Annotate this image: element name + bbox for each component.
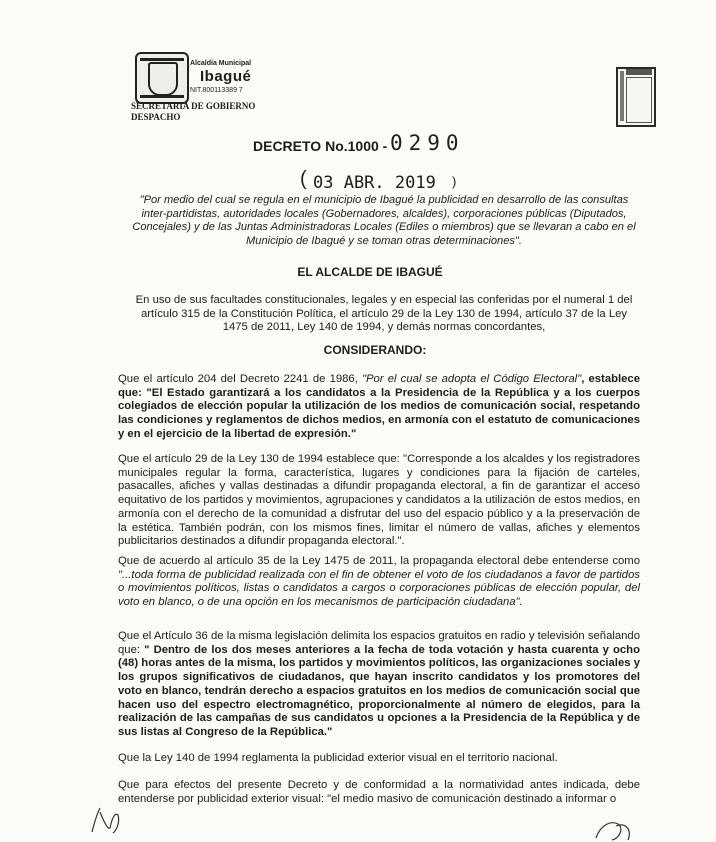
considerando-paragraph-3 xyxy=(118,555,640,610)
coat-of-arms-icon xyxy=(148,62,178,96)
considerando-paragraph-5: Que la Ley 140 de 1994 reglamenta la publicidad exterior visual en el territorio nacional. xyxy=(118,752,558,764)
p1-quote-title: "Por el cual se adopta el Código Electoral" xyxy=(362,373,582,385)
p4-quote: " Dentro de los dos meses anteriores a la fecha de toda votación y hasta cuarenta y ocho (48) horas antes de la misma, los partidos y movimientos políticos, las organizaciones sociales y los grupos significativos de ciudadanos, que hayan inscrito candidatos y los promotores del voto en blanco, tendrán derecho a espacios gratuitos en los medios de comunicación social que hacen uso del espectro electromagnético, proporcionalmente al número de elegidos, para la realización de las campañas de sus candidatos u opciones a la Presidencia de la República y de sus listas al Congreso de la República." xyxy=(118,643,640,738)
considerando-paragraph-6: Que para efectos del presente Decreto y de conformidad a la normatividad antes indicada, debe entenderse por publicidad exterior visual: "el medio masivo de comunicación destinado a informar o xyxy=(118,779,640,805)
registry-stamp xyxy=(616,67,656,127)
considerando-paragraph-4 xyxy=(118,630,640,740)
stamp-tab xyxy=(626,69,652,75)
despacho-label: DESPACHO xyxy=(131,112,181,122)
nit-label: NIT.800113389 7 xyxy=(190,87,243,94)
logo-top-bar xyxy=(140,58,184,61)
considerando-paragraph-1 xyxy=(118,373,640,442)
logo-bottom-bar xyxy=(140,95,184,98)
decree-summary: "Por medio del cual se regula en el municipio de Ibagué la publicidad en desarrollo de las consultas inter-partidistas, autoridades locales (Gobernadores, alcaldes), corporaciones públicas (Diputados, Concejales) y de las Juntas Administradoras Locales (Ediles o miembros) que se llevaran a cabo en el Municipio de Ibagué y se toman otras determinaciones". xyxy=(132,194,636,247)
signature-right xyxy=(596,823,629,840)
heading-considerando: CONSIDERANDO: xyxy=(323,343,427,357)
date-close-paren: ) xyxy=(452,174,457,189)
uso-facultades: En uso de sus facultades constitucionales, legales y en especial las conferidas por el numeral 1 del artículo 315 de la Constitución Política, el artículo 29 de la Ley 130 de 1994, artículo 37 de la Ley 1475 de 2011, Ley 140 de 1994, y demás normas concordantes, xyxy=(135,294,633,334)
alcaldia-label: Alcaldía Municipal xyxy=(190,60,252,67)
city-logo xyxy=(135,52,189,104)
p3-text-a: Que de acuerdo al artículo 35 de la Ley 1475 de 2011, la propaganda electoral debe entenderse como xyxy=(118,555,640,567)
considerando-paragraph-2: Que el artículo 29 de la Ley 130 de 1994 establece que: "Corresponde a los alcaldes y los registradores municipales regular la forma, característica, lugares y condiciones para la fijación de carteles, pasacalles, afiches y vallas destinadas a difundir propaganda electoral, a fin de garantizar el acceso equitativo de los partidos y movimientos, agrupaciones y candidatos a la utilización de estos medios, en armonía con el derecho de la comunidad a disfrutar del uso del espacio público y a la preservación de la estética. También podrán, con los mismos fines, limitar el número de vallas, afiches y elementos publicitarios destinados a difundir propaganda electoral.". xyxy=(118,453,640,548)
p1-text-a: Que el artículo 204 del Decreto 2241 de 1986, xyxy=(118,373,362,385)
p1-text-c: , establece que: "El Estado garantizará a los candidatos a la Presidencia de la República y a los cuerpos colegiados de elección popular la utilización de los medios de comunicación social, respetando las condiciones y reglamentos de dichos medios, en armonía con el estatuto de comunicaciones y en el ejercicio de la libertad de expresión." xyxy=(118,373,640,440)
decree-number: 0290 xyxy=(390,131,465,155)
stamp-inner-box xyxy=(626,77,652,123)
heading-alcalde: EL ALCALDE DE IBAGUÉ xyxy=(297,265,443,279)
p4-text-a: Que el Artículo 36 de la misma legislación delimita los espacios gratuitos en radio y televisión señalando que: xyxy=(118,630,640,656)
date-open-paren: ( xyxy=(300,168,307,190)
secretaria-label: SECRETARIA DE GOBIERNO xyxy=(131,101,256,111)
stamp-strip xyxy=(620,71,624,121)
decree-date: 03 ABR. 2019 xyxy=(313,173,436,193)
city-name: Ibagué xyxy=(200,68,252,85)
initials-signature-left xyxy=(92,808,119,833)
decree-label: DECRETO No.1000 - xyxy=(253,138,388,154)
p3-quote: "...toda forma de publicidad realizada con el fin de obtener el voto de los ciudadanos a favor de partidos o movimientos políticos, listas o candidatos a cargos o corporaciones públicas de elección popular, del voto en blanco, o de una opción en los mecanismos de participación ciudadana". xyxy=(118,568,640,609)
